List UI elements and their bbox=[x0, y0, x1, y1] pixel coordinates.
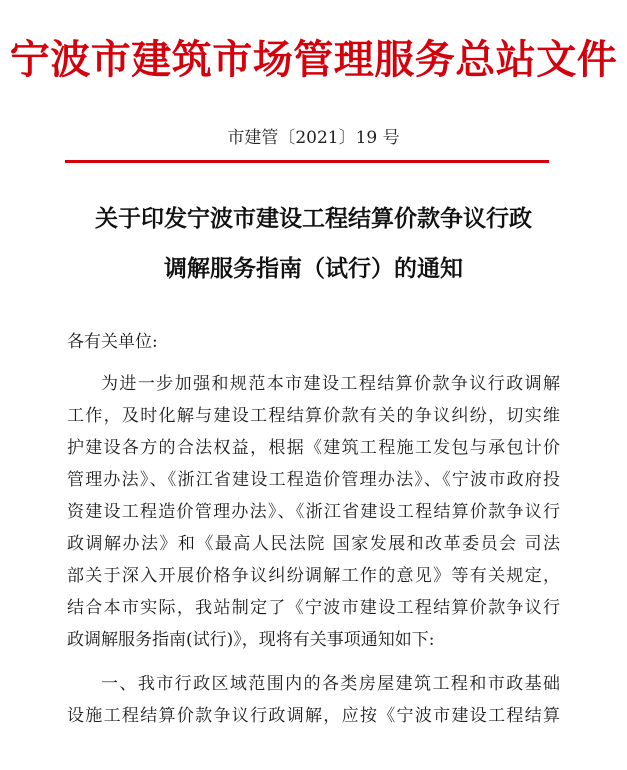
paragraph-line: 结合本市实际，我站制定了《宁波市建设工程结算价款争议行 bbox=[67, 598, 560, 618]
paragraph-line: 部关于深入开展价格争议纠纷调解工作的意见》等有关规定， bbox=[67, 566, 560, 586]
paragraph-line: 政调解办法》和《最高人民法院 国家发展和改革委员会 司法 bbox=[67, 534, 560, 554]
paragraph-line: 为进一步加强和规范本市建设工程结算价款争议行政调解 bbox=[101, 374, 560, 394]
document-title-line-2: 调解服务指南（试行）的通知 bbox=[164, 256, 463, 282]
document-number: 市建管〔2021〕19 号 bbox=[227, 128, 400, 148]
paragraph-line: 政调解服务指南(试行)》，现将有关事项通知如下: bbox=[67, 630, 435, 650]
paragraph-line: 资建设工程造价管理办法》、《浙江省建设工程结算价款争议行 bbox=[67, 502, 560, 522]
paragraph-line: 工作，及时化解与建设工程结算价款有关的争议纠纷，切实维 bbox=[67, 406, 560, 426]
paragraph-line: 管理办法》、《浙江省建设工程造价管理办法》、《宁波市政府投 bbox=[67, 470, 560, 490]
document-title-line-1: 关于印发宁波市建设工程结算价款争议行政 bbox=[95, 206, 532, 232]
issuer-heading: 宁波市建筑市场管理服务总站文件 bbox=[9, 37, 618, 83]
paragraph-line: 设施工程结算价款争议行政调解，应按《宁波市建设工程结算 bbox=[67, 706, 560, 726]
red-divider-rule bbox=[65, 160, 549, 163]
salutation: 各有关单位: bbox=[67, 332, 158, 352]
paragraph-line: 护建设各方的合法权益，根据《建筑工程施工发包与承包计价 bbox=[67, 438, 560, 458]
paragraph-line: 一、我市行政区域范围内的各类房屋建筑工程和市政基础 bbox=[101, 674, 560, 694]
